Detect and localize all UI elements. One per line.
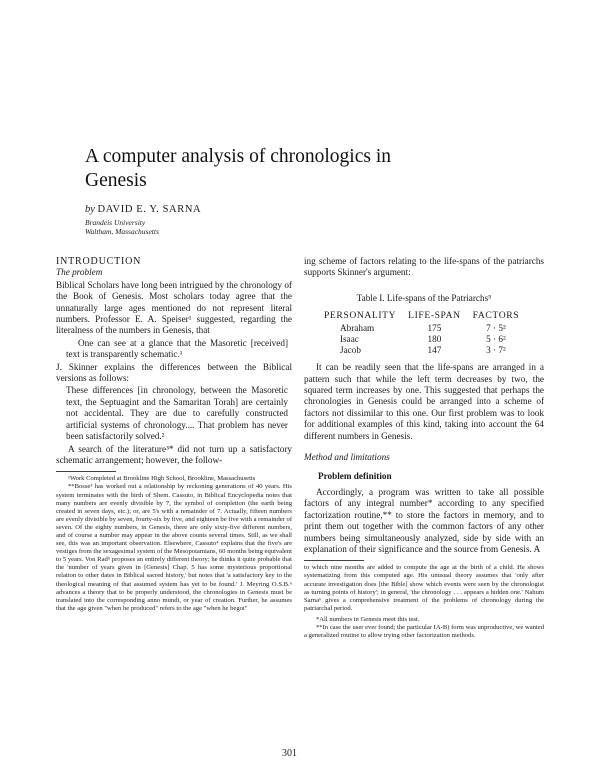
table-header: PERSONALITY bbox=[324, 310, 397, 322]
quote-speiser: One can see at a glance that the Masoretic [received] text is transparently schematic.¹ bbox=[66, 337, 288, 360]
byline bbox=[85, 204, 201, 215]
patriarchs-table bbox=[318, 310, 525, 356]
right-column bbox=[304, 256, 544, 640]
page-number: 301 bbox=[282, 748, 297, 759]
intro-paragraph-2: J. Skinner explains the differences between the Biblical versions as follows: bbox=[56, 361, 292, 384]
table-row bbox=[318, 334, 525, 345]
table-cell: 3 · 7² bbox=[486, 345, 506, 356]
footnote-rule-right bbox=[304, 560, 364, 561]
affiliation-line-2: Waltham, Massachusetts bbox=[85, 227, 159, 236]
table-cell: 5 · 6² bbox=[486, 333, 506, 344]
footnote-star-1: *All numbers in Genesis meet this test. bbox=[316, 615, 420, 623]
table-cell: 175 bbox=[427, 322, 442, 333]
table-cell: Isaac bbox=[340, 333, 359, 344]
analysis-paragraph: It can be readily seen that the life-spans are arranged in a pattern such that while the left term decreases by two, the squared term increases by one. This suggested that perhaps the chronologies in Genesis could be arranged into a scheme of factors not dissimilar to this one. Our first problem was to look for additional examples of this kind, taking into account the 64 different numbers in Genesis. bbox=[304, 362, 544, 441]
table-header: FACTORS bbox=[472, 310, 520, 322]
methods-heading: Method and limitations bbox=[304, 452, 390, 463]
article-title: A computer analysis of chronologics in Genesis bbox=[85, 146, 391, 191]
problem-paragraph: Accordingly, a program was written to take all possible factors of any integral number* according to any specified factorization routine,** to store the factors in memory, and to print them out together with the common factors of any other numbers being simultaneously analyzed, side by side with an explanation of their significance and the source from Genesis. A bbox=[304, 486, 544, 554]
problem-definition-heading: Problem definition bbox=[318, 471, 392, 482]
table-cell: Jacob bbox=[340, 345, 361, 356]
table-cell: 147 bbox=[427, 345, 442, 356]
affiliation bbox=[85, 218, 159, 236]
intro-paragraph-1: Biblical Scholars have long been intrigued by the chronology of the Book of Genesis. Most scholars today agree that the unnaturally large ages mentioned do not represent literal numbers. Professor E. A. Speiser¹ suggested, regarding the literalness of the numbers in Genesis, that bbox=[56, 279, 292, 336]
table-cell: Abraham bbox=[340, 322, 375, 333]
problem-subheading: The problem bbox=[56, 267, 103, 278]
table-header-row bbox=[318, 310, 525, 322]
footnote-2: **Bosse³ has worked out a relationship by reckoning generations of 40 years. His system terminates with the birth of Shem. Cassuto, in Biblical Encyclopedia notes that many numbers are evenly divisible by 7, the symbol of completion (the earth being created in seven days, etc.); or, are 5's with a remainder of 7. Actually, fifteen numbers are evenly divisible by seven, fourty-six by five, and eighteen be five with a remainder of seven. Of the eighty numbers, in Genesis, there are only sixty-five different numbers, and of course a number may appear in the above counts several times. Still, as we shall see, this was an important observation. Elsewhere, Cassuto⁴ explains that the five's are vestiges from the sexagesimal system of the Mesopotamians, 60 months being equivalent to 5 years. Von Rad⁵ proposes an entirely different theory; he thinks it quite probable that the 'number of years given in [Genesis] Chap. 5 has some mysterious proportional relation to other dates in Biblical sacred history,' but notes that 'a satisfactory key to the theological meaning of that assumed system has yet to be found.' J. Meyring O.S.B.⁶ advances a theory that to be properly understood, the chronologies in Genesis must be translated into the corresponding anno mundi, or year of creation. Further, he assumes that the age given "when he produced" refers to the age "when he begot" bbox=[56, 483, 293, 612]
quote-skinner: These differences [in chronology, between the Masoretic text, the Septuagint and the Samaritan Torah] are certainly not accidental. They are due to carefully constructed artificial systems of chronology.... That problem has never been satisfactorily solved.² bbox=[66, 385, 288, 442]
table-cell: 180 bbox=[427, 333, 442, 344]
introduction-heading: INTRODUCTION bbox=[56, 256, 142, 267]
table-caption: Table I. Life-spans of the Patriarchs⁵ bbox=[356, 292, 492, 303]
author-name: DAVID E. Y. SARNA bbox=[97, 204, 202, 215]
footnote-star-2: **In case the user ever found; the particular IA-B) form was unproductive, we wanted a generalized routine to allow trying other factorization methods. bbox=[304, 623, 544, 640]
byline-prefix: by bbox=[85, 204, 95, 215]
footnote-rule bbox=[56, 471, 116, 472]
table-row bbox=[318, 323, 525, 334]
intro-paragraph-3: A search of the literature³* did not turn up a satisfactory schematic arrangement; however, the follow- bbox=[56, 443, 292, 465]
table-header: LIFE-SPAN bbox=[408, 310, 461, 322]
table-row bbox=[318, 345, 525, 356]
affiliation-line-1: Brandeis University bbox=[85, 218, 146, 227]
table-cell: 7 · 5² bbox=[486, 322, 506, 333]
continued-paragraph: ing scheme of factors relating to the life-spans of the patriarchs supports Skinner's argument: bbox=[304, 256, 544, 278]
footnote-continued: to which nine months are added to compute the age at the birth of a child. He shows systematizing from this computed age. His unusual theory assumes that 'only after accurate investigation does [the Bible] show which events were seen by the chronologist as turning points of history'; in general, 'the chronology . . . appears a hidden one.' Nahum Sarna⁶ gives a comprehensive treatment of the problems of chronology during the patriarchal period. bbox=[304, 564, 544, 612]
footnote-1: ¹Work Completed at Brookline High School, Brookline, Massachusetts bbox=[68, 475, 256, 483]
left-column bbox=[56, 256, 292, 613]
